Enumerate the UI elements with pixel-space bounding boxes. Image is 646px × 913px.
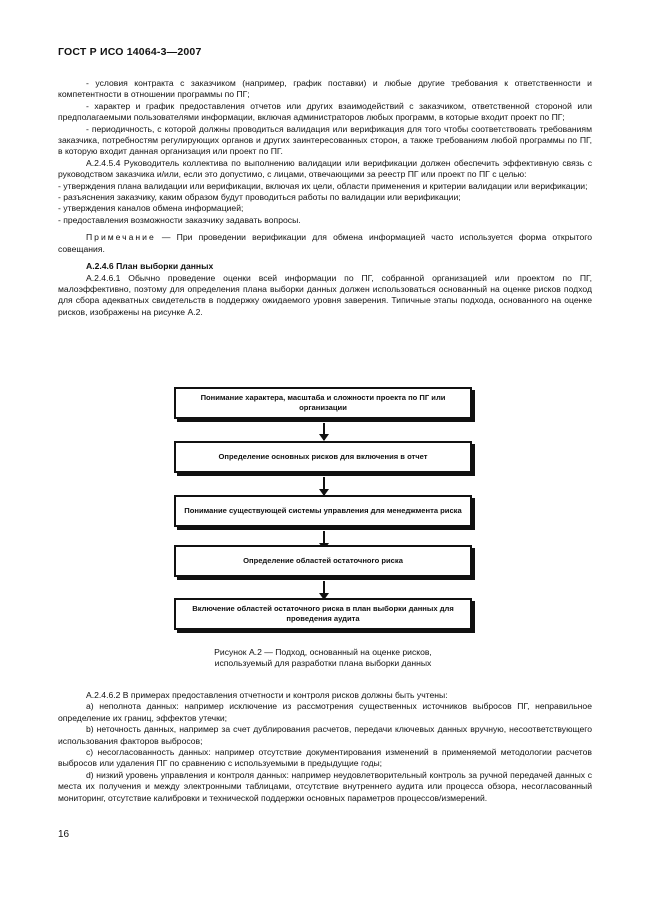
flow-arrow [323, 477, 325, 495]
paragraph: - условия контракта с заказчиком (например, график поставки) и любые другие требования к ответственности и компетентности в отношении программы по ПГ; [58, 78, 592, 100]
flow-arrow [323, 581, 325, 599]
paragraph: А.2.4.6.1 Обычно проведение оценки всей информации по ПГ, собранной организацией или проектом по ПГ, малоэффективно, поэтому для определения плана выборки данных должен использоваться основанный на оценке рисков подход для сбора адекватных свидетельств в поддержку ожидаемого уровня заверения. Типичные этапы подхода, основанного на оценке рисков, изображены на рисунке А.2. [58, 272, 592, 317]
note-text: — При проведении верификации для обмена информацией часто используется форма открытого совещания. [58, 232, 592, 254]
list-item: b) неточность данных, например за счет дублирования расчетов, передачи ключевых данных вручную, несоответствующего использования факторов выбросов; [58, 724, 592, 746]
flow-box-5: Включение областей остаточного риска в план выборки данных для проведения аудита [174, 598, 472, 630]
list-item: - разъяснения заказчику, каким образом будут проводиться работы по валидации или верификации; [58, 192, 461, 203]
document-header: ГОСТ Р ИСО 14064-3—2007 [58, 46, 202, 58]
note [58, 232, 592, 255]
list-item: - предоставления возможности заказчику задавать вопросы. [58, 214, 301, 225]
flow-box-3: Понимание существующей системы управления для менеджмента риска [174, 495, 472, 527]
note-label: Примечание [86, 232, 156, 243]
paragraph: А.2.4.5.4 Руководитель коллектива по выполнению валидации или верификации должен обеспечить эффективную связь с руководством заказчика и/или, если это допустимо, с лицами, отвечающими за реестр ПГ или проект по ПГ с целью: [58, 157, 592, 180]
list-item: c) несогласованность данных: например отсутствие документирования изменений в применяемой методологии расчетов выбросов или удаления ПГ по сравнению с используемыми в предыдущие годы; [58, 747, 592, 769]
flow-arrow [323, 423, 325, 440]
section-heading: А.2.4.6 План выборки данных [86, 261, 214, 272]
page-number: 16 [58, 829, 70, 840]
list-item: а) неполнота данных: например исключение из рассмотрения существенных источников выбросов ПГ, неправильное определение их границ, эффектов утечки; [58, 701, 592, 723]
body-block-3 [58, 690, 592, 804]
caption-line: Рисунок А.2 — Подход, основанный на оценке рисков, [214, 647, 432, 657]
paragraph: А.2.4.6.2 В примерах предоставления отчетности и контроля рисков должны быть учтены: [86, 690, 448, 700]
body-block-1 [58, 78, 592, 318]
flow-box-2: Определение основных рисков для включения в отчет [174, 441, 472, 473]
list-item: - утверждения плана валидации или верификации, включая их цели, области применения и критерии валидации или верификации; [58, 180, 588, 191]
caption-line: используемый для разработки плана выборки данных [214, 658, 432, 669]
flow-box-4: Определение областей остаточного риска [174, 545, 472, 577]
paragraph: - периодичность, с которой должны проводиться валидация или верификация для того чтобы соответствовать требованиям заказчика, потребностям регулирующих органов и других заинтересованных сторон, а также требованиям любой программы по ПГ, в которую входит данная организация или проект по ПГ. [58, 123, 592, 157]
flow-box-1: Понимание характера, масштаба и сложности проекта по ПГ или организации [174, 387, 472, 419]
list-item: - утверждения каналов обмена информацией; [58, 203, 244, 214]
figure-caption [150, 647, 496, 670]
list-item: d) низкий уровень управления и контроля данных: например неудовлетворительный контроль за ручной передачей данных с места их получения и между электронными таблицами, отсутствие внутреннего аудита или процесса обзора, несогласованный мониторинг, отсутствие калибровки и технической поддержки основных параметров процессов/измерений. [58, 769, 592, 803]
paragraph: - характер и график предоставления отчетов или других взаимодействий с заказчиком, ответственной стороной или предполагаемыми пользователями информации, включая администраторов любых программ, в которые входит проект по ПГ; [58, 100, 592, 123]
